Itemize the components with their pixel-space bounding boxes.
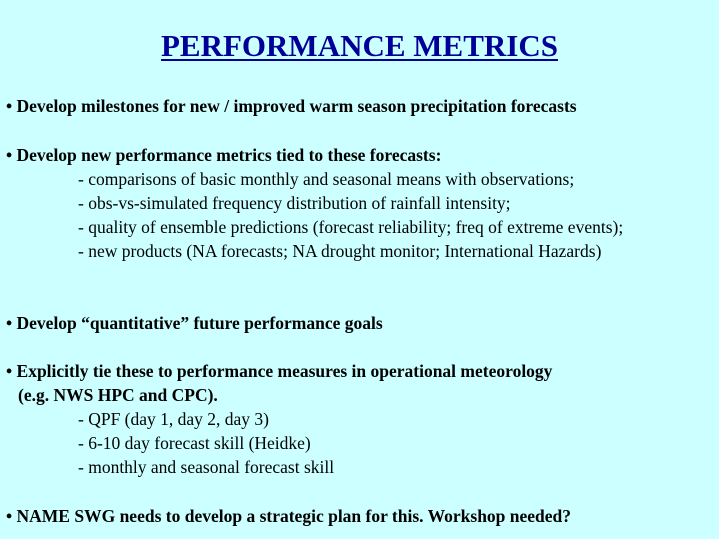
bullet-item: [6, 360, 552, 382]
bullet-text: Develop new performance metrics tied to these forecasts:: [16, 145, 442, 165]
bullet-marker: •: [6, 361, 13, 381]
sub-item: - comparisons of basic monthly and seasonal means with observations;: [78, 169, 575, 189]
sub-item: - QPF (day 1, day 2, day 3): [78, 409, 270, 429]
slide-title: [0, 26, 719, 66]
bullet-item: [6, 505, 571, 527]
sub-item: - 6-10 day forecast skill (Heidke): [78, 433, 311, 453]
sub-item: - quality of ensemble predictions (forecast reliability; freq of extreme events);: [78, 217, 624, 237]
bullet-text: NAME SWG needs to develop a strategic plan for this. Workshop needed?: [16, 506, 572, 526]
sub-item: - new products (NA forecasts; NA drought monitor; International Hazards): [78, 241, 602, 261]
bullet-marker: •: [6, 96, 13, 116]
bullet-continuation: (e.g. NWS HPC and CPC).: [18, 385, 218, 405]
bullet-text: Develop milestones for new / improved warm season precipitation forecasts: [16, 96, 577, 116]
bullet-text: Develop “quantitative” future performance goals: [16, 313, 383, 333]
bullet-item: [6, 95, 577, 117]
sub-item: - obs-vs-simulated frequency distribution of rainfall intensity;: [78, 193, 511, 213]
bullet-marker: •: [6, 506, 13, 526]
bullet-item: [6, 312, 383, 334]
bullet-marker: •: [6, 313, 13, 333]
bullet-text: Explicitly tie these to performance measures in operational meteorology: [16, 361, 553, 381]
bullet-item: [6, 144, 441, 166]
slide-title-text: PERFORMANCE METRICS: [161, 28, 558, 63]
sub-item: - monthly and seasonal forecast skill: [78, 457, 335, 477]
bullet-marker: •: [6, 145, 13, 165]
